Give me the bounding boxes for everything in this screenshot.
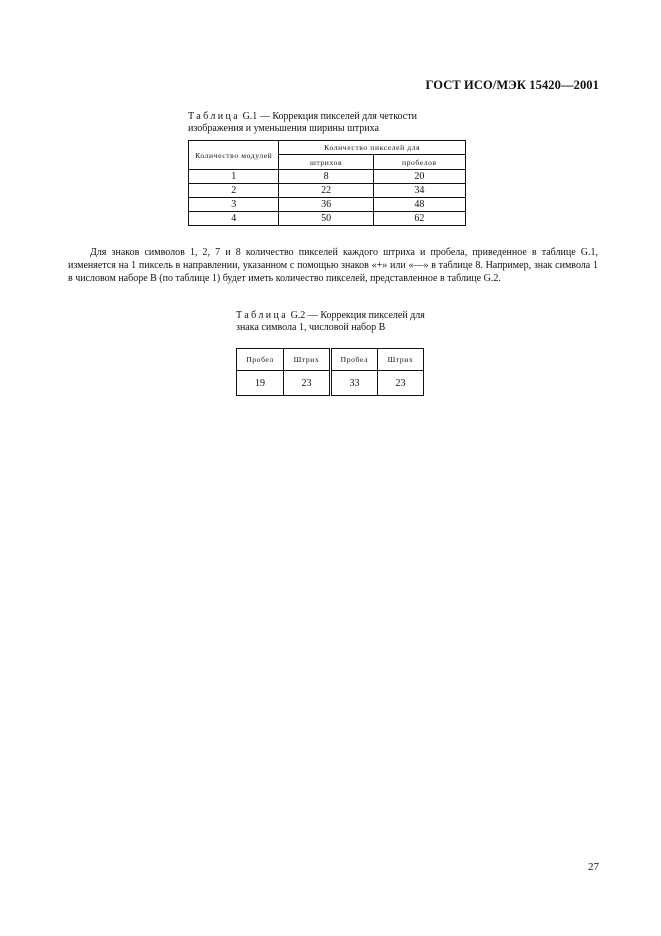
table-g2-caption-number: G.2 <box>290 310 306 321</box>
table-g2-cell: 23 <box>284 371 331 396</box>
table-g2-header-space-2: Пробел <box>330 349 377 371</box>
table-g1-header-modules: Количество модулей <box>189 141 279 170</box>
table-g1-cell: 62 <box>373 212 465 226</box>
table-g1-caption <box>188 111 468 135</box>
table-g2-cell: 23 <box>378 371 424 396</box>
table-g1-cell: 2 <box>189 184 279 198</box>
page-number: 27 <box>588 861 599 873</box>
table-g1-header-spaces: пробелов <box>373 155 465 170</box>
table-g2-cell: 33 <box>330 371 377 396</box>
table-row <box>189 184 466 198</box>
document-header: ГОСТ ИСО/МЭК 15420—2001 <box>425 78 599 92</box>
table-g2-cell: 19 <box>237 371 284 396</box>
table-g1-cell: 4 <box>189 212 279 226</box>
table-g2-caption <box>236 310 426 334</box>
table-row <box>189 170 466 184</box>
table-row <box>189 212 466 226</box>
table-g2-header-bar-2: Штрих <box>378 349 424 371</box>
table-g1-cell: 3 <box>189 198 279 212</box>
table-g1-cell: 34 <box>373 184 465 198</box>
table-g2-header-bar-1: Штрих <box>284 349 331 371</box>
table-g1-cell: 50 <box>279 212 373 226</box>
table-g1-header-bars: штрихов <box>279 155 373 170</box>
table-g1-caption-number: G.1 <box>242 111 258 122</box>
table-g1-cell: 1 <box>189 170 279 184</box>
table-g1-header-pixels: Количество пикселей для <box>279 141 466 155</box>
table-g1-cell: 36 <box>279 198 373 212</box>
table-row <box>189 198 466 212</box>
table-g2 <box>236 348 424 396</box>
table-g1-cell: 48 <box>373 198 465 212</box>
table-g2-caption-prefix: Таблица <box>236 310 289 321</box>
table-g1-caption-text: — Коррекция пикселей для четкости изображения и уменьшения ширины штриха <box>188 111 417 134</box>
table-g1-cell: 22 <box>279 184 373 198</box>
body-paragraph: Для знаков символов 1, 2, 7 и 8 количество пикселей каждого штриха и пробела, приведенное в таблице G.1, изменяется на 1 пиксель в направлении, указанном с помощью знаков «+» или «—» в таблице 8. Например, знак символа 1 в числовом наборе В (по таблице 1) будет иметь количество пикселей, представленное в таблице G.2. <box>68 247 598 284</box>
table-row <box>237 371 424 396</box>
table-g1-cell: 8 <box>279 170 373 184</box>
table-g1 <box>188 140 466 226</box>
table-g2-caption-text: — Коррекция пикселей для знака символа 1, числовой набор В <box>236 310 425 333</box>
table-g2-header-space-1: Пробел <box>237 349 284 371</box>
table-g1-cell: 20 <box>373 170 465 184</box>
table-g1-caption-prefix: Таблица <box>188 111 241 122</box>
